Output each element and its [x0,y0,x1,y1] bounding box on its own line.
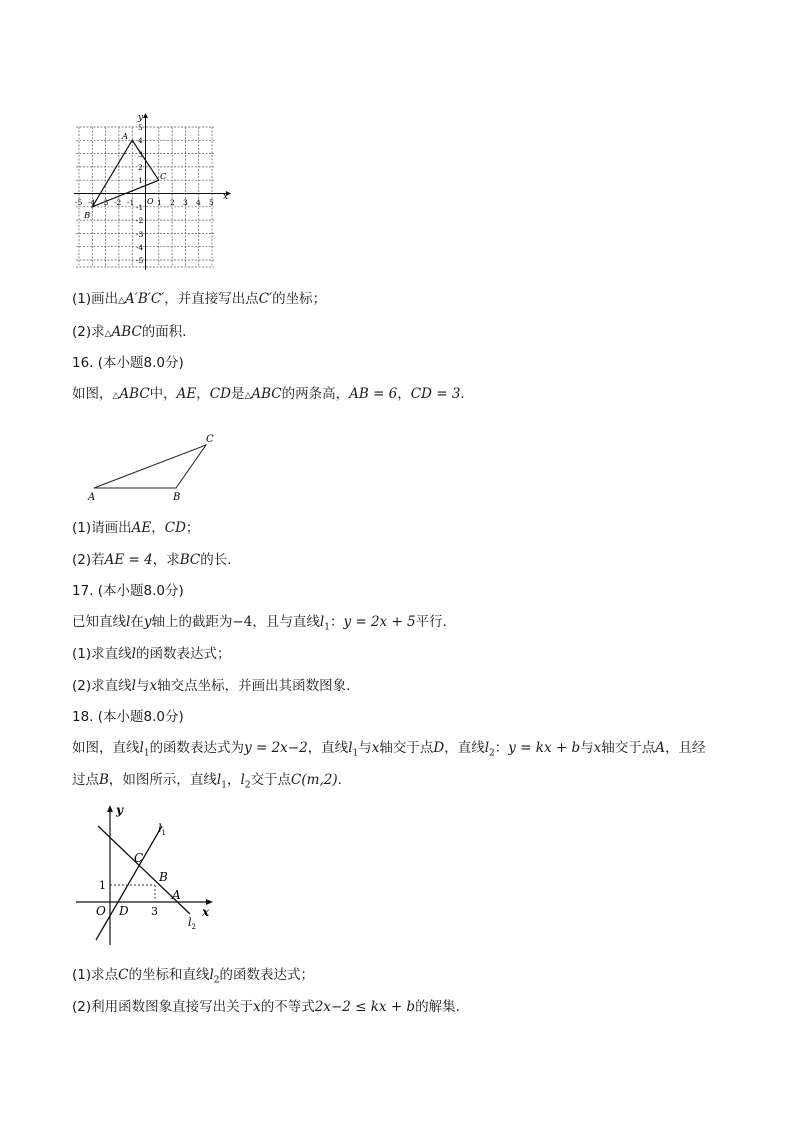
origin-label: O [96,904,106,918]
x-tick: -4 [88,198,96,207]
point-b-label: B [84,211,91,221]
q15-part2: (2)求△ABC的面积． [72,324,196,340]
y-tick: -1 [136,203,144,212]
y-tick: 2 [138,163,143,172]
point-b-label: B [159,870,168,884]
triangle-icon: △ [104,329,112,339]
y-tick: -5 [136,256,144,265]
y-axis-label: y [138,113,144,123]
point-d-label: D [119,904,129,918]
q16-part2: (2)若AE = 4，求BC的长． [72,552,241,568]
q18-part2: (2)利用函数图象直接写出关于x的不等式2x−2 ≤ kx + b的解集． [72,999,470,1015]
linear-functions-figure [70,800,220,950]
triangle-abc-q16 [94,445,206,488]
q18-stem-line1: 如图，直线$l_1$的函数表达式为y = 2x−2，直线$l_1$与x轴交于点D，直线$l_2$：y = kx + b与x轴交于点A，且经 [72,740,706,759]
tick-1-label: 1 [99,879,106,892]
y-tick: 1 [138,176,143,185]
point-a-label: A [172,888,181,902]
y-tick: 3 [138,150,143,159]
x-tick: 4 [196,198,201,207]
q16-stem: 如图，△ABC中，AE，CD是△ABC的两条高，AB = 6，CD = 3． [72,386,474,402]
point-c-label: C [206,434,214,445]
point-a-label: A [88,492,96,503]
x-tick: -5 [75,198,83,207]
q15-part1: (1)画出△A′B′C′，并直接写出点C′的坐标； [72,291,327,307]
q18-header: 18. (本小题8.0分) [72,709,184,725]
axes [74,118,229,270]
y-tick: 4 [138,136,143,145]
coordinate-grid-figure [70,110,240,275]
y-tick: -2 [136,216,144,225]
y-tick: 5 [138,123,143,132]
triangle-figure-q16 [84,428,224,503]
y-axis-label: y [116,803,123,817]
q18-stem-line2: 过点B，如图所示，直线$l_1$，$l_2$交于点C(m,2)． [72,772,352,791]
x-tick: 2 [170,198,175,207]
origin-label: O [147,197,154,206]
q18-part1: (1)求点C的坐标和直线$l_2$的函数表达式； [72,967,315,986]
x-axis-label: x [202,905,210,919]
q16-part1: (1)请画出AE，CD； [72,520,200,536]
point-b-label: B [173,492,181,503]
q16-header: 16. (本小题8.0分) [72,355,184,371]
y-axis-arrow-icon [107,805,113,812]
point-c-label: C [160,172,167,182]
dashed-guides [110,885,155,902]
line-l1-label: $l_1$ [158,822,166,837]
x-tick: 5 [209,198,214,207]
q17-part1: (1)求直线l的函数表达式； [72,646,231,662]
point-a-label: A [122,132,129,142]
triangle-icon: △ [112,391,120,401]
x-tick: -2 [114,198,122,207]
x-tick: -3 [101,198,109,207]
q17-part2: (2)求直线l与x轴交点坐标，并画出其函数图象． [72,678,360,694]
y-tick: -3 [136,230,144,239]
point-c-label: C [134,851,144,865]
y-axis-arrow-icon [143,113,148,118]
triangle-icon: △ [244,391,252,401]
triangle-icon: △ [118,296,126,306]
tick-3-label: 3 [151,905,158,918]
x-tick: 3 [183,198,188,207]
q17-stem: 已知直线l在y轴上的截距为−4，且与直线$l_1$：y = 2x + 5平行． [72,614,457,633]
x-tick: -1 [127,198,135,207]
x-axis-label: x [223,192,229,202]
line-l2-label: $l_2$ [188,916,196,931]
x-tick: 1 [157,198,162,207]
q17-header: 17. (本小题8.0分) [72,583,184,599]
y-tick: -4 [136,243,144,252]
